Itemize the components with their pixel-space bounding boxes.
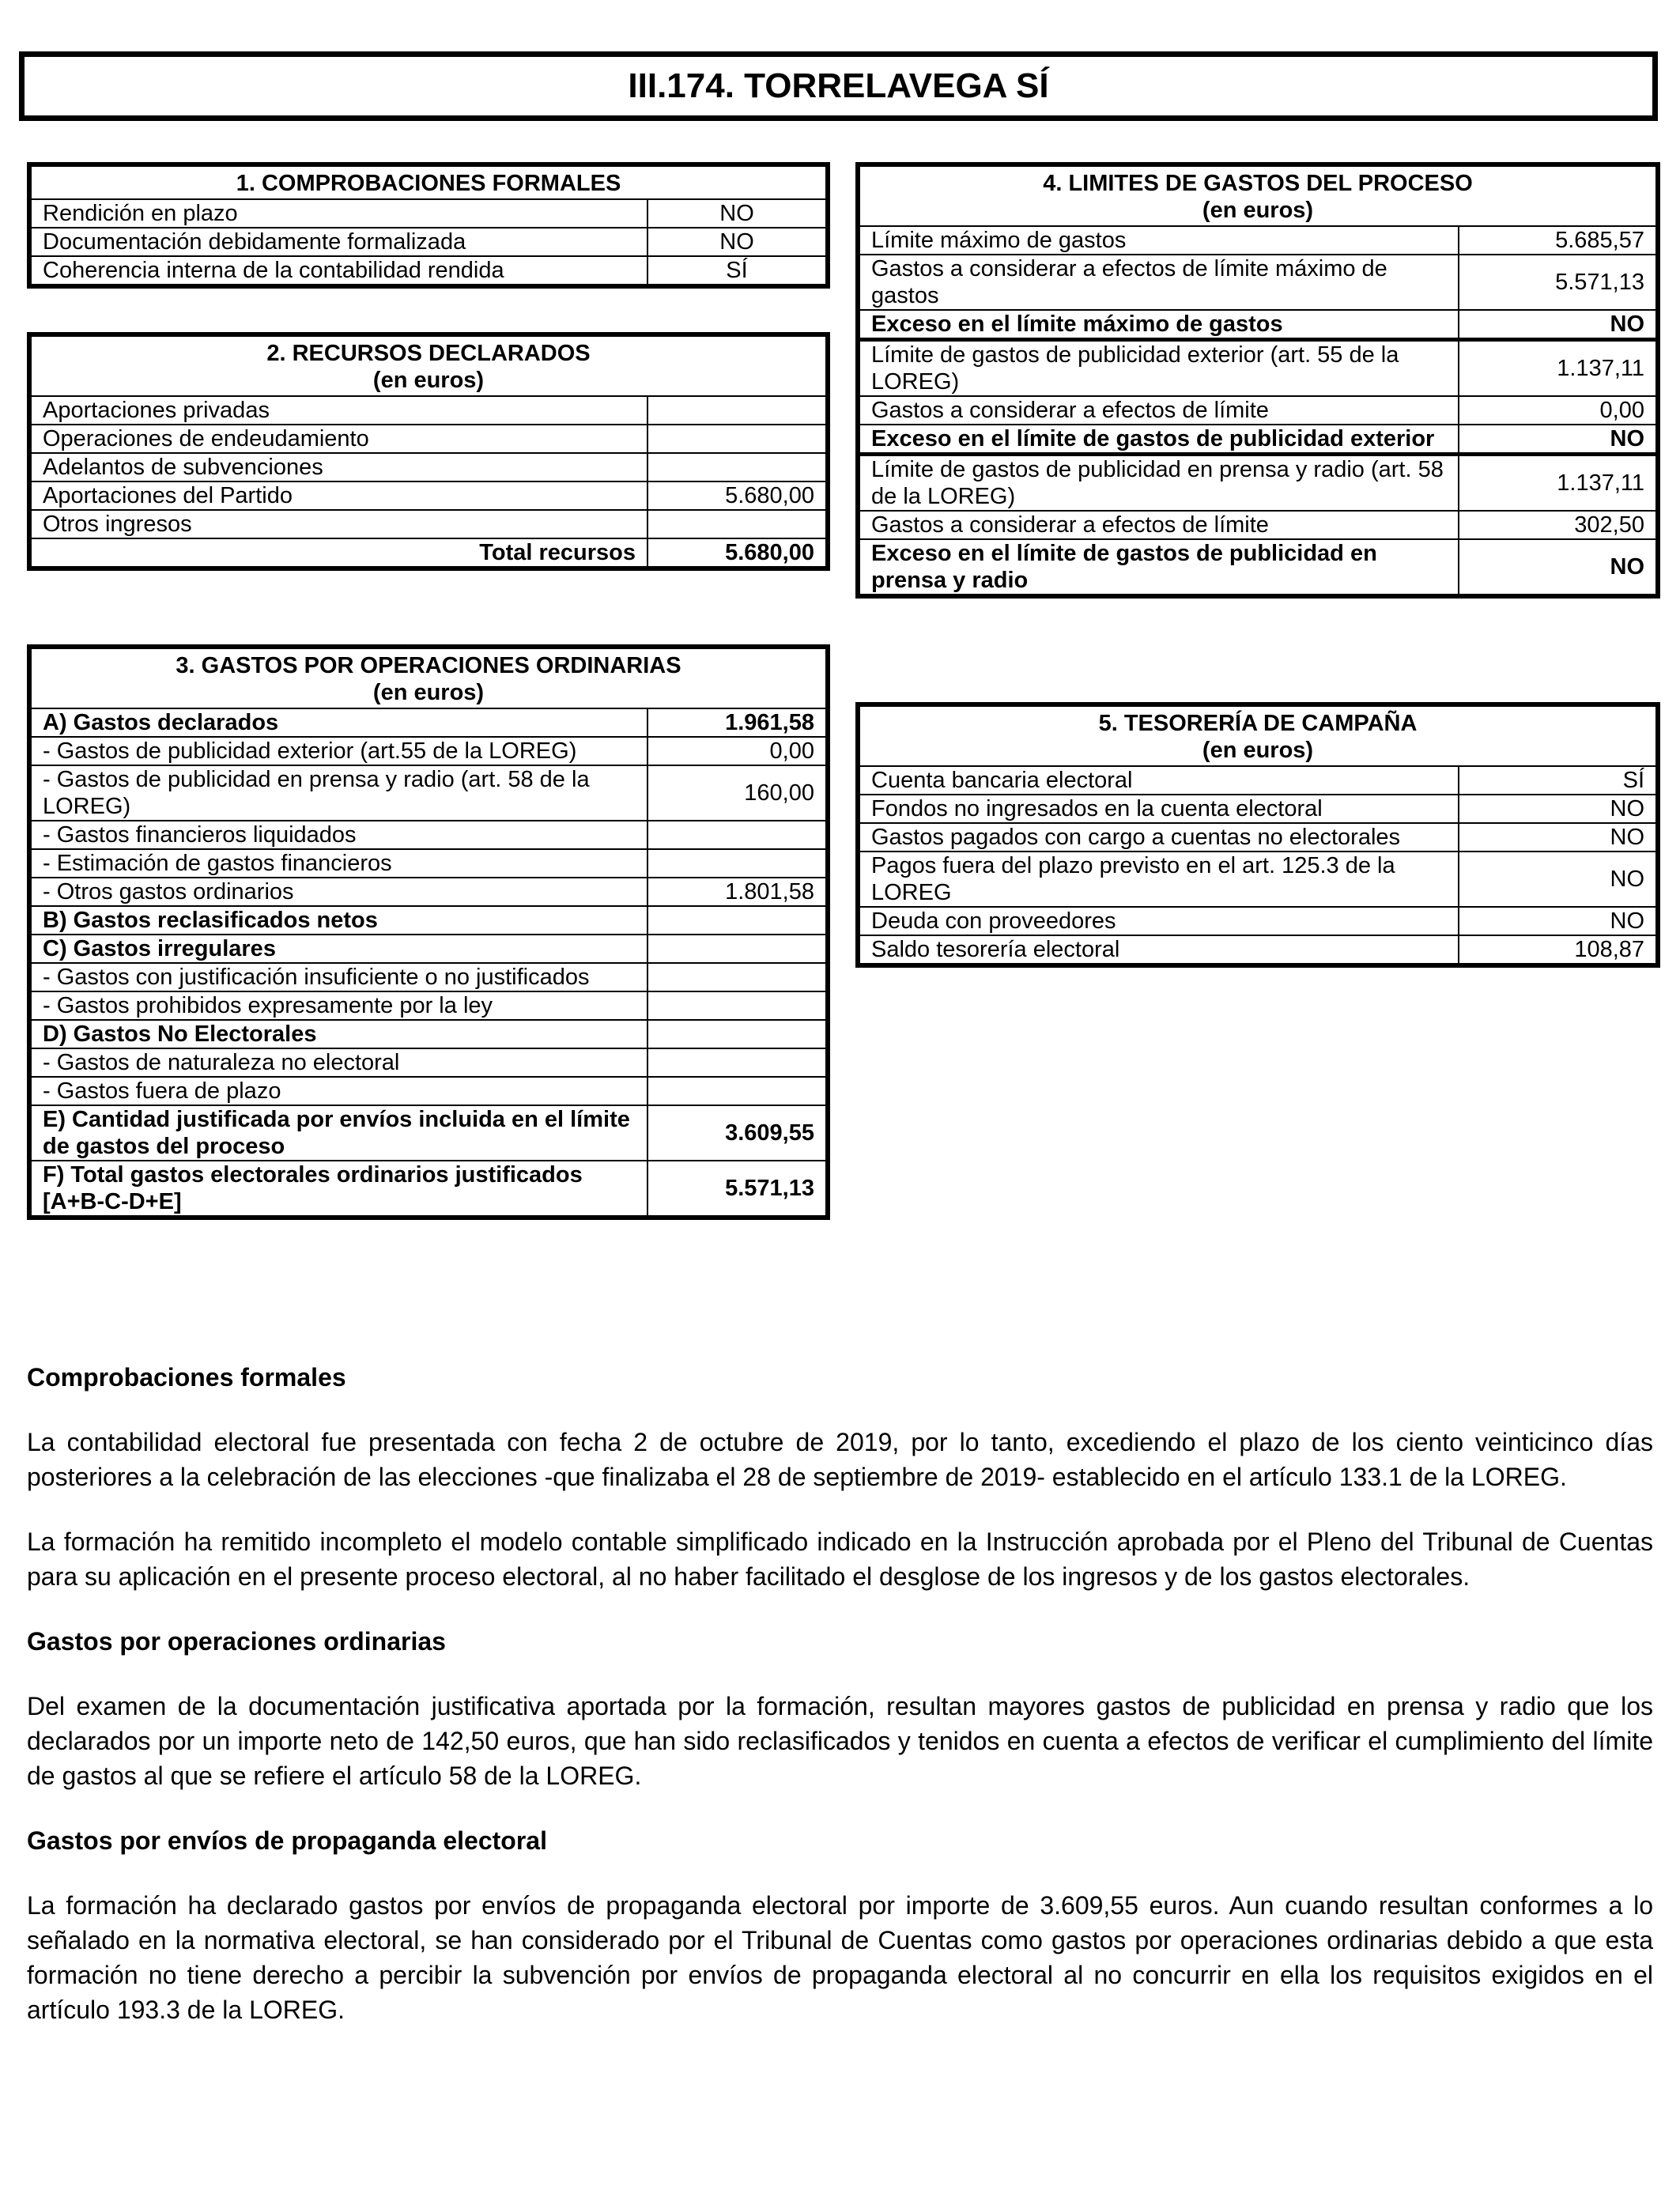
campaign-treasury-table — [855, 702, 1660, 968]
table-row: Exceso en el límite de gastos de publicidad en prensa y radio NO — [858, 539, 1658, 596]
table-row: Operaciones de endeudamiento — [29, 425, 828, 453]
table-row: Aportaciones privadas — [29, 396, 828, 425]
section-heading: Gastos por envíos de propaganda electoral — [27, 1826, 547, 1855]
total-row: Total recursos 5.680,00 — [29, 538, 828, 568]
table-row: Gastos a considerar a efectos de límite 0,00 — [858, 396, 1658, 425]
table-row: A) Gastos declarados 1.961,58 — [29, 708, 828, 737]
table-row: Pagos fuera del plazo previsto en el art. 125.3 de la LOREG NO — [858, 852, 1658, 907]
table-row: Fondos no ingresados en la cuenta electoral NO — [858, 795, 1658, 823]
section-header: 1. COMPROBACIONES FORMALES — [29, 164, 828, 199]
table-row: Deuda con proveedores NO — [858, 907, 1658, 935]
table-row: - Otros gastos ordinarios 1.801,58 — [29, 878, 828, 906]
paragraph: La formación ha declarado gastos por envíos de propaganda electoral por importe de 3.609,55 euros. Aun cuando resultan conformes a lo señalado en la normativa electoral, se han considerado por el Tribunal de Cuentas como gastos por operaciones ordinarias debido a que esta formación no tiene derecho a percibir la subvención por envíos de propaganda electoral al no concurrir en ella los requisitos exigidos en el artículo 193.3 de la LOREG. — [27, 1891, 1653, 2024]
formal-checks-table — [27, 162, 830, 289]
table-row: Límite de gastos de publicidad en prensa y radio (art. 58 de la LOREG) 1.137,11 — [858, 455, 1658, 512]
table-row: Gastos a considerar a efectos de límite 302,50 — [858, 511, 1658, 539]
table-row: Límite máximo de gastos 5.685,57 — [858, 226, 1658, 255]
table-row: - Gastos de publicidad exterior (art.55 de la LOREG) 0,00 — [29, 737, 828, 765]
table-row: - Gastos fuera de plazo — [29, 1077, 828, 1105]
table-row: E) Cantidad justificada por envíos incluida en el límite de gastos del proceso 3.609,55 — [29, 1105, 828, 1161]
ordinary-expenses-table — [27, 644, 830, 1220]
section-heading: Comprobaciones formales — [27, 1363, 346, 1392]
report-body — [27, 1360, 1653, 2057]
table-row: Aportaciones del Partido 5.680,00 — [29, 481, 828, 510]
table-row: Documentación debidamente formalizada NO — [29, 228, 828, 256]
table-row: Cuenta bancaria electoral SÍ — [858, 766, 1658, 795]
table-row: - Gastos de naturaleza no electoral — [29, 1048, 828, 1077]
table-row: C) Gastos irregulares — [29, 935, 828, 963]
table-row: Límite de gastos de publicidad exterior (art. 55 de la LOREG) 1.137,11 — [858, 340, 1658, 397]
section-header: 3. GASTOS POR OPERACIONES ORDINARIAS (en euros) — [29, 647, 828, 708]
table-row: B) Gastos reclasificados netos — [29, 906, 828, 935]
table-row: - Gastos financieros liquidados — [29, 821, 828, 849]
declared-resources-table — [27, 332, 830, 571]
section-header: 2. RECURSOS DECLARADOS (en euros) — [29, 334, 828, 396]
expense-limits-table — [855, 162, 1660, 599]
section-heading: Gastos por operaciones ordinarias — [27, 1627, 446, 1656]
table-row: Adelantos de subvenciones — [29, 453, 828, 481]
table-row: Exceso en el límite de gastos de publicidad exterior NO — [858, 425, 1658, 455]
table-row: Gastos pagados con cargo a cuentas no electorales NO — [858, 823, 1658, 852]
table-row: Otros ingresos — [29, 510, 828, 538]
table-row: - Gastos prohibidos expresamente por la ley — [29, 991, 828, 1020]
table-row: Gastos a considerar a efectos de límite máximo de gastos 5.571,13 — [858, 255, 1658, 310]
table-row: - Gastos de publicidad en prensa y radio (art. 58 de la LOREG) 160,00 — [29, 765, 828, 821]
table-row: F) Total gastos electorales ordinarios justificados [A+B-C-D+E] 5.571,13 — [29, 1161, 828, 1218]
paragraph: La contabilidad electoral fue presentada con fecha 2 de octubre de 2019, por lo tanto, excediendo el plazo de los ciento veinticinco días posteriores a la celebración de las elecciones -que finalizaba el 28 de septiembre de 2019- establecido en el artículo 133.1 de la LOREG. — [27, 1428, 1653, 1491]
table-row: - Estimación de gastos financieros — [29, 849, 828, 878]
paragraph: La formación ha remitido incompleto el modelo contable simplificado indicado en la Instrucción aprobada por el Pleno del Tribunal de Cuentas para su aplicación en el presente proceso electoral, al no haber facilitado el desglose de los ingresos y de los gastos electorales. — [27, 1527, 1653, 1591]
table-row: - Gastos con justificación insuficiente o no justificados — [29, 963, 828, 991]
table-row: Rendición en plazo NO — [29, 199, 828, 228]
section-header: 5. TESORERÍA DE CAMPAÑA (en euros) — [858, 704, 1658, 766]
paragraph: Del examen de la documentación justificativa aportada por la formación, resultan mayores gastos de publicidad en prensa y radio que los declarados por un importe neto de 142,50 euros, que han sido reclasificados y tenidos en cuenta a efectos de verificar el cumplimiento del límite de gastos al que se refiere el artículo 58 de la LOREG. — [27, 1692, 1653, 1790]
table-row: Coherencia interna de la contabilidad rendida SÍ — [29, 256, 828, 286]
table-row: D) Gastos No Electorales — [29, 1020, 828, 1048]
table-row: Exceso en el límite máximo de gastos NO — [858, 310, 1658, 340]
page-title: III.174. TORRELAVEGA SÍ — [19, 51, 1658, 121]
table-row: Saldo tesorería electoral 108,87 — [858, 935, 1658, 965]
section-header: 4. LIMITES DE GASTOS DEL PROCESO (en euros) — [858, 164, 1658, 226]
